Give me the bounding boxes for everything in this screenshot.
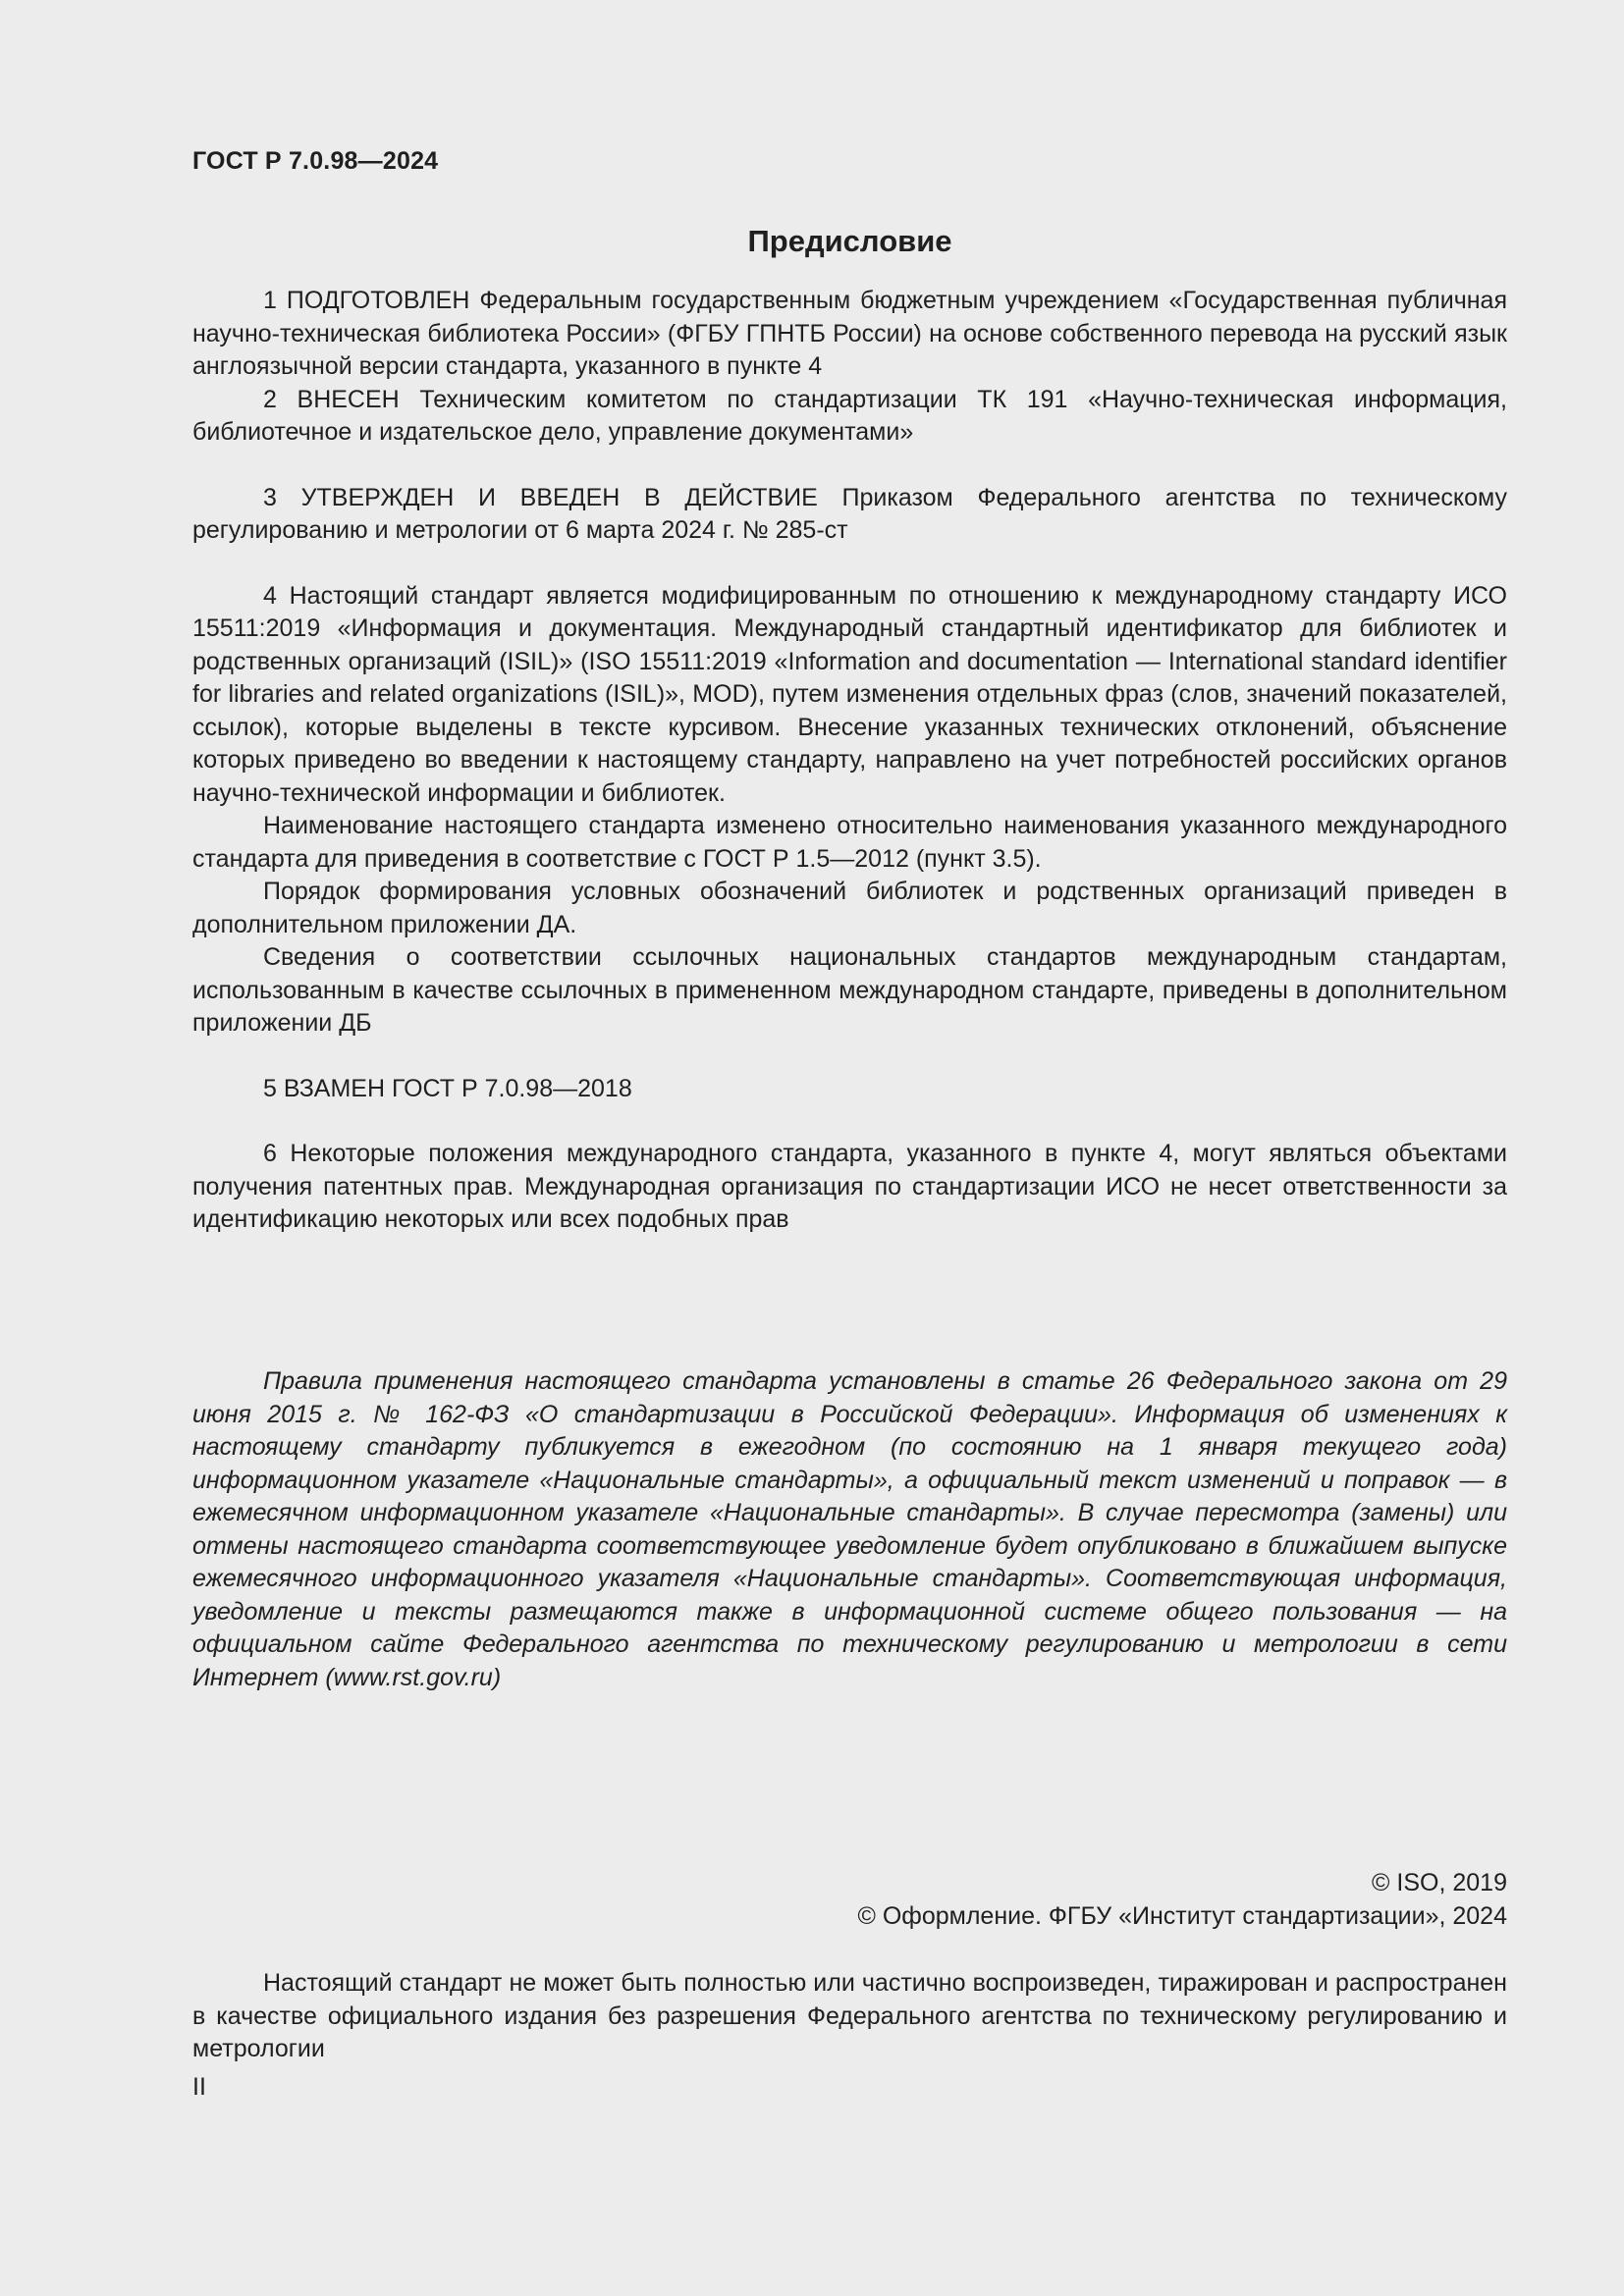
preface-body [192, 285, 1507, 1237]
preface-item-4-annex-da-note: Порядок формирования условных обозначений библиотек и родственных организаций приведен в дополнительном приложении ДА. [192, 878, 1507, 938]
design-copyright: © Оформление. ФГБУ «Институт стандартизации», 2024 [857, 1901, 1507, 1930]
page-number: II [192, 2073, 206, 2101]
document-header: ГОСТ Р 7.0.98—2024 [192, 147, 439, 175]
preface-item-1: 1 ПОДГОТОВЛЕН Федеральным государственным бюджетным учреждением «Государственная публичная научно-техническая библиотека России» (ФГБУ ГПНТБ России) на основе собственного перевода на русский язык англоязычной версии стандарта, указанного в пункте 4 [192, 287, 1507, 380]
rules-notice-block [192, 1365, 1507, 1694]
page-title: Предисловие [747, 224, 952, 258]
preface-item-3: 3 УТВЕРЖДЕН И ВВЕДЕН В ДЕЙСТВИЕ Приказом Федерального агентства по техническому регулированию и метрологии от 6 марта 2024 г. № 285-ст [192, 483, 1507, 544]
preface-item-2: 2 ВНЕСЕН Техническим комитетом по стандартизации ТК 191 «Научно-техническая информация, библиотечное и издательское дело, управление документами» [192, 385, 1507, 446]
preface-item-4-title-note: Наименование настоящего стандарта изменено относительно наименования указанного международного стандарта для приведения в соответствие с ГОСТ Р 1.5—2012 (пункт 3.5). [192, 812, 1507, 873]
preface-item-6: 6 Некоторые положения международного стандарта, указанного в пункте 4, могут являться объектами получения патентных прав. Международная организация по стандартизации ИСО не несет ответственности за идентификацию некоторых или всех подобных прав [192, 1140, 1507, 1233]
iso-copyright: © ISO, 2019 [1372, 1869, 1507, 1896]
preface-item-5: 5 ВЗАМЕН ГОСТ Р 7.0.98—2018 [263, 1074, 632, 1102]
preface-item-4-annex-db-note: Сведения о соответствии ссылочных национальных стандартов международным стандартам, использованным в качестве ссылочных в примененном международном стандарте, приведены в дополнительном приложении ДБ [192, 943, 1507, 1037]
copyright-block [192, 1867, 1507, 1933]
reproduction-notice: Настоящий стандарт не может быть полностью или частично воспроизведен, тиражирован и распространен в качестве официального издания без разрешения Федерального агентства по техническому регулированию и метрологии [192, 1969, 1507, 2062]
reproduction-notice-block [192, 1967, 1507, 2066]
preface-item-4: 4 Настоящий стандарт является модифицированным по отношению к международному стандарту ИСО 15511:2019 «Информация и документация. Международный стандартный идентификатор для библиотек и родственных организаций (ISIL)» (ISO 15511:2019 «Information and documentation — International standard identifier for libraries and related organizations (ISIL)», MOD), путем изменения отдельных фраз (слов, значений показателей, ссылок), которые выделены в тексте курсивом. Внесение указанных технических отклонений, объяснение которых приведено во введении к настоящему стандарту, направлено на учет потребностей российских органов научно-технической информации и библиотек. [192, 581, 1507, 807]
rules-notice: Правила применения настоящего стандарта установлены в статье 26 Федерального закона от 29 июня 2015 г. № 162-ФЗ «О стандартизации в Российской Федерации». Информация об изменениях к настоящему стандарту публикуется в ежегодном (по состоянию на 1 января текущего года) информационном указателе «Национальные стандарты», а официальный текст изменений и поправок — в ежемесячном информационном указателе «Национальные стандарты». В случае пересмотра (замены) или отмены настоящего стандарта соответствующее уведомление будет опубликовано в ближайшем выпуске ежемесячного информационного указателя «Национальные стандарты». Соответствующая информация, уведомление и тексты размещаются также в информационной системе общего пользования — на официальном сайте Федерального агентства по техническому регулированию и метрологии в сети Интернет (www.rst.gov.ru) [192, 1367, 1507, 1691]
